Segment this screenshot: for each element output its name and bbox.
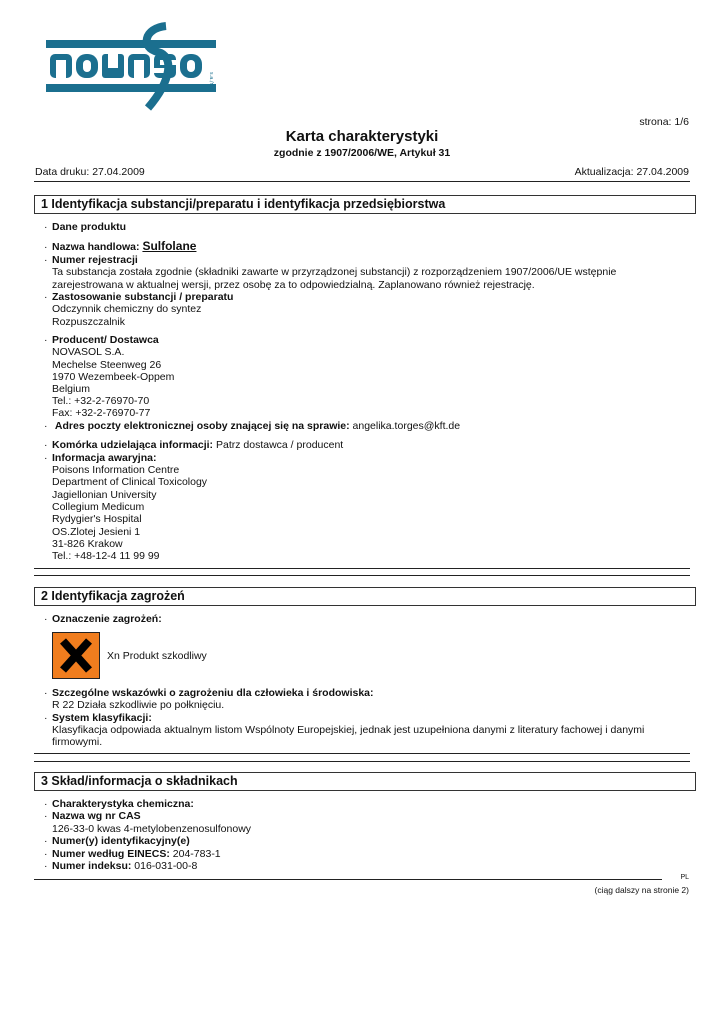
einecs-row: · Numer według EINECS: 204-783-1 <box>44 848 221 860</box>
header-divider <box>34 181 690 182</box>
supplier-line: Mechelse Steenweg 26 <box>52 359 162 371</box>
classification-text-2: firmowymi. <box>52 736 103 748</box>
supplier-line: Tel.: +32-2-76970-70 <box>52 395 150 407</box>
section-2-heading: 2 Identyfikacja zagrożeń <box>34 587 696 606</box>
supplier-line: Fax: +32-2-76970-77 <box>52 407 151 419</box>
hazard-symbol-text: Xn Produkt szkodliwy <box>107 650 207 662</box>
supplier-line: Belgium <box>52 383 90 395</box>
emergency-line: Collegium Medicum <box>52 501 145 513</box>
page-subtitle: zgodnie z 1907/2006/WE, Artykuł 31 <box>273 147 451 159</box>
section-divider <box>34 568 690 569</box>
special-text: R 22 Działa szkodliwie po połknięciu. <box>52 699 225 711</box>
section-3-heading: 3 Skład/informacja o składnikach <box>34 772 696 791</box>
registration-text-2: zarejestrowana w aktualnej wersji, przez osobę za to odpowiedzialną. Zaplanowano również rejestrację. <box>52 279 535 291</box>
classification-text-1: Klasyfikacja odpowiada aktualnym listom Wspólnoty Europejskiej, jednak jest uzupełniona danymi z literatury fachowej i danymi <box>52 724 645 736</box>
page-title: Karta charakterystyki <box>285 128 439 145</box>
novasol-logo <box>40 22 220 114</box>
trade-name: Sulfolane <box>142 239 197 253</box>
use-line-2: Rozpuszczalnik <box>52 316 125 328</box>
emergency-line: Tel.: +48-12-4 11 99 99 <box>52 550 160 562</box>
registration-label: · Numer rejestracji <box>44 254 138 266</box>
id-label: · Numer(y) identyfikacyjny(e) <box>44 835 190 847</box>
section-divider <box>34 575 690 576</box>
trade-name-row: · Nazwa handlowa: Sulfolane <box>44 239 197 253</box>
update-date: Aktualizacja: 27.04.2009 <box>574 166 689 178</box>
index-row: · Numer indeksu: 016-031-00-8 <box>44 860 198 872</box>
supplier-line: 1970 Wezembeek-Oppem <box>52 371 175 383</box>
harmful-xn-icon <box>52 632 100 679</box>
emergency-line: 31-826 Krakow <box>52 538 123 550</box>
info-row: · Komórka udzielająca informacji: Patrz dostawca / producent <box>44 439 344 451</box>
supplier-line: NOVASOL S.A. <box>52 346 125 358</box>
emergency-line: Department of Clinical Toxicology <box>52 476 208 488</box>
product-data-label: · Dane produktu <box>44 221 127 233</box>
continued-note: (ciąg dalszy na stronie 2) <box>594 885 689 895</box>
language-code: PL <box>680 874 689 881</box>
email-row: · Adres poczty elektronicznej osoby znającej się na sprawie: angelika.torges@kft.de <box>44 420 461 432</box>
section-divider <box>34 753 690 754</box>
chem-label: · Charakterystyka chemiczna: <box>44 798 194 810</box>
emergency-line: Jagiellonian University <box>52 489 157 501</box>
special-label: · Szczególne wskazówki o zagrożeniu dla człowieka i środowiska: <box>44 687 374 699</box>
cas-text: 126-33-0 kwas 4-metylobenzenosulfonowy <box>52 823 252 835</box>
supplier-label: · Producent/ Dostawca <box>44 334 159 346</box>
section-1-heading: 1 Identyfikacja substancji/preparatu i identyfikacja przedsiębiorstwa <box>34 195 696 214</box>
use-label: · Zastosowanie substancji / preparatu <box>44 291 234 303</box>
email-link[interactable]: angelika.torges@kft.de <box>352 420 461 432</box>
hazard-label: · Oznaczenie zagrożeń: <box>44 613 162 625</box>
emergency-line: Rydygier's Hospital <box>52 513 142 525</box>
print-date: Data druku: 27.04.2009 <box>35 166 145 178</box>
emergency-line: Poisons Information Centre <box>52 464 180 476</box>
use-line-1: Odczynnik chemiczny do syntez <box>52 303 202 315</box>
section-divider <box>34 761 690 762</box>
cas-label: · Nazwa wg nr CAS <box>44 810 141 822</box>
emergency-line: OS.Zlotej Jesieni 1 <box>52 526 141 538</box>
footer-divider <box>34 879 662 880</box>
svg-text:s.a./n.v.: s.a./n.v. <box>208 72 214 92</box>
classification-label: · System klasyfikacji: <box>44 712 152 724</box>
registration-text-1: Ta substancja została zgodnie (składniki zawarte w przyrządzonej substancji) z rozporządzeniem 1907/2006/UE wstępnie <box>52 266 617 278</box>
emergency-label: · Informacja awaryjna: <box>44 452 157 464</box>
page-number: strona: 1/6 <box>639 116 689 128</box>
